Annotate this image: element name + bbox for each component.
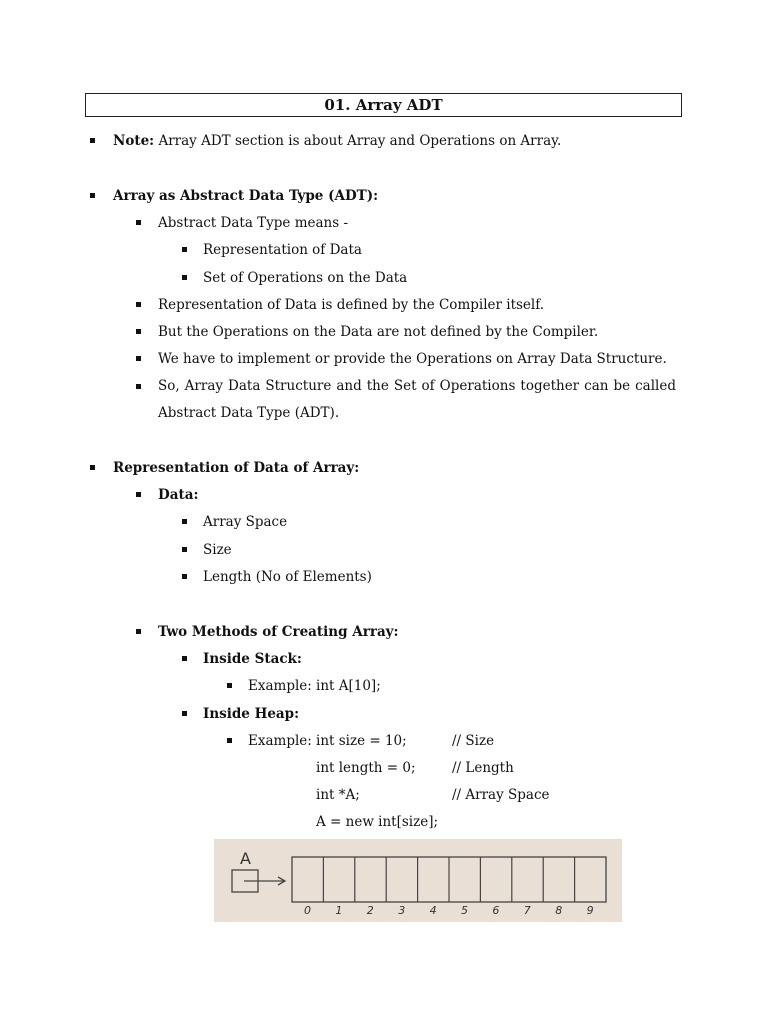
array-cells bbox=[292, 857, 606, 902]
array-index-label: 7 bbox=[523, 904, 531, 917]
adt-point: We have to implement or provide the Operations on Array Data Structure. bbox=[158, 351, 667, 367]
data-label: Data: bbox=[158, 487, 199, 503]
bullet bbox=[136, 329, 141, 334]
heap-code-line: A = new int[size]; bbox=[316, 814, 439, 830]
array-index-label: 3 bbox=[398, 904, 406, 917]
adt-heading: Array as Abstract Data Type (ADT): bbox=[113, 188, 379, 204]
bullet bbox=[182, 656, 187, 661]
adt-means-item: Representation of Data bbox=[203, 242, 362, 258]
stack-label: Inside Stack: bbox=[203, 651, 302, 667]
adt-summary-line2: Abstract Data Type (ADT). bbox=[158, 405, 340, 421]
bullet bbox=[136, 302, 141, 307]
heap-code-comment: // Size bbox=[452, 733, 495, 749]
bullet bbox=[90, 465, 95, 470]
adt-point: Representation of Data is defined by the Compiler itself. bbox=[158, 297, 545, 313]
heap-label: Inside Heap: bbox=[203, 706, 300, 722]
heap-code-line: int *A; bbox=[316, 787, 360, 803]
bullet bbox=[182, 574, 187, 579]
bullet bbox=[136, 384, 141, 389]
array-index-label: 9 bbox=[586, 904, 594, 917]
methods-heading: Two Methods of Creating Array: bbox=[158, 624, 399, 640]
array-index-label: 8 bbox=[555, 904, 563, 917]
array-index-label: 4 bbox=[429, 904, 437, 917]
bullet bbox=[227, 738, 232, 743]
data-item: Size bbox=[203, 542, 232, 558]
adt-summary-line1: So, Array Data Structure and the Set of Operations together can be called bbox=[158, 378, 676, 394]
bullet bbox=[227, 683, 232, 688]
heap-code-line: int length = 0; bbox=[316, 760, 416, 776]
bullet bbox=[136, 492, 141, 497]
array-index-label: 2 bbox=[366, 904, 374, 917]
bullet bbox=[90, 193, 95, 198]
bullet bbox=[182, 247, 187, 252]
bullet bbox=[182, 711, 187, 716]
bullet bbox=[136, 356, 141, 361]
note-text: Array ADT section is about Array and Operations on Array. bbox=[154, 133, 562, 149]
adt-point: But the Operations on the Data are not defined by the Compiler. bbox=[158, 324, 599, 340]
heap-example-label: Example: bbox=[248, 733, 312, 749]
adt-means: Abstract Data Type means - bbox=[158, 215, 349, 231]
data-item: Length (No of Elements) bbox=[203, 569, 372, 585]
bullet bbox=[182, 547, 187, 552]
heap-code-comment: // Array Space bbox=[452, 787, 550, 803]
bullet bbox=[182, 275, 187, 280]
bullet bbox=[182, 519, 187, 524]
adt-means-item: Set of Operations on the Data bbox=[203, 270, 408, 286]
heap-code-line: int size = 10; bbox=[316, 733, 407, 749]
array-sketch bbox=[214, 839, 622, 922]
bullet bbox=[136, 220, 141, 225]
stack-example-label: Example: bbox=[248, 678, 312, 694]
bullet bbox=[136, 629, 141, 634]
data-item: Array Space bbox=[203, 514, 288, 530]
bullet bbox=[90, 138, 95, 143]
pointer-label: A bbox=[240, 849, 251, 868]
array-index-label: 0 bbox=[304, 904, 311, 917]
array-sketch-drawing bbox=[214, 839, 622, 922]
note-line bbox=[113, 132, 561, 150]
stack-example-code: int A[10]; bbox=[316, 678, 381, 694]
heap-code-comment: // Length bbox=[452, 760, 514, 776]
array-indices bbox=[304, 904, 594, 917]
section-title: 01. Array ADT bbox=[85, 93, 682, 117]
array-index-label: 1 bbox=[335, 904, 343, 917]
array-index-label: 6 bbox=[492, 904, 500, 917]
note-label: Note: bbox=[113, 133, 155, 149]
representation-heading: Representation of Data of Array: bbox=[113, 460, 360, 476]
array-index-label: 5 bbox=[461, 904, 468, 917]
